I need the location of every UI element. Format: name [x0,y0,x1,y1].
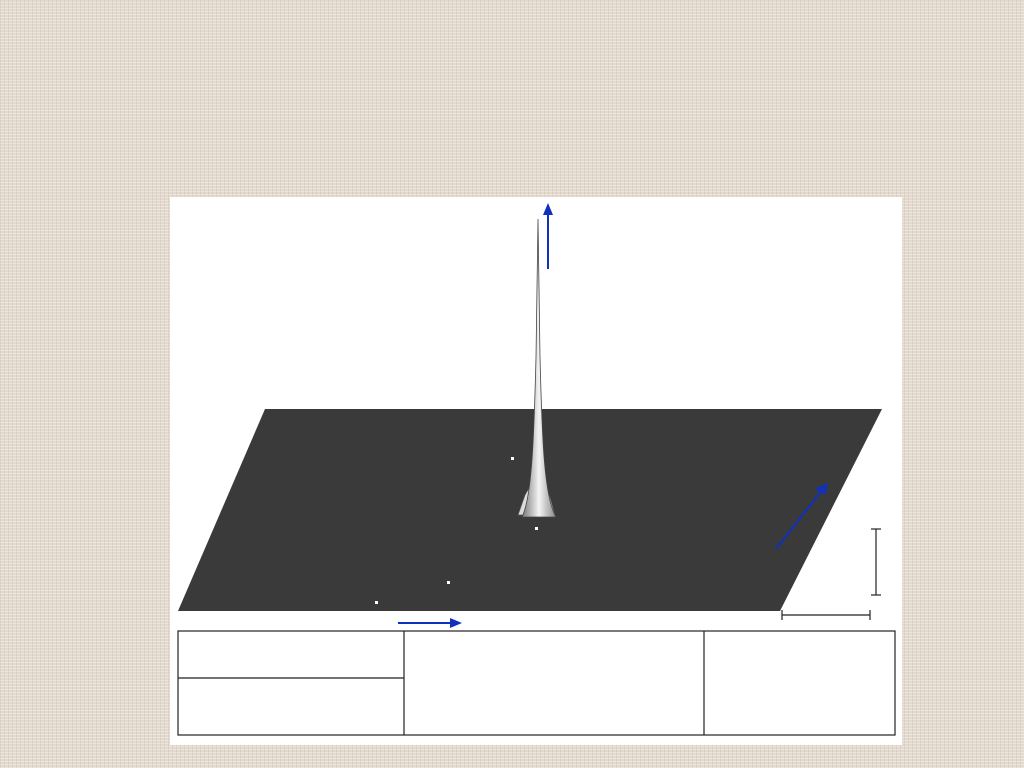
psf-plot [170,197,902,745]
info-table [178,631,895,735]
speckle [535,527,538,530]
z-axis-arrowhead [543,203,553,215]
speckle [375,601,378,604]
speckle [447,581,450,584]
psf-figure [170,197,902,745]
speckle [511,457,514,460]
x-axis-arrowhead [450,618,462,628]
